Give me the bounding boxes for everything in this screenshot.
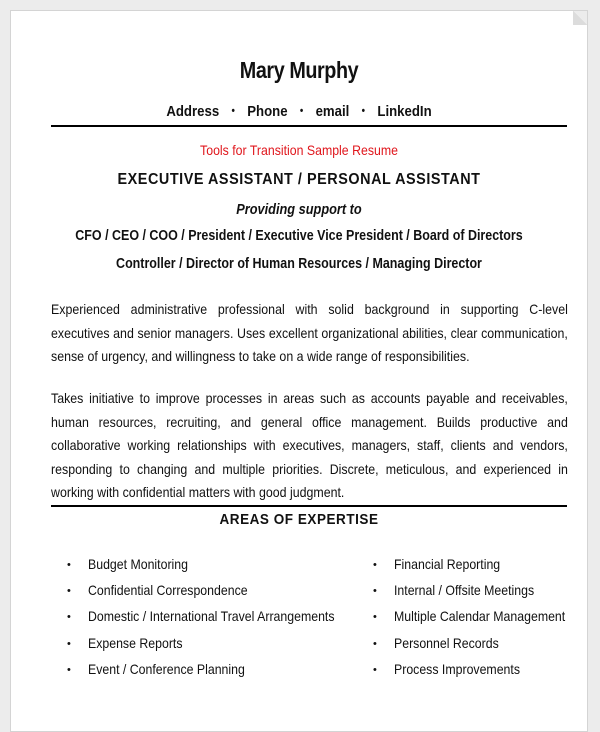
list-item [67, 577, 368, 603]
list-item [373, 577, 588, 603]
contact-email: email [315, 103, 350, 120]
header-divider [51, 125, 567, 127]
list-item [67, 656, 368, 682]
list-item [67, 630, 368, 656]
expertise-item: Process Improvements [394, 660, 520, 677]
list-item [373, 603, 588, 629]
expertise-divider [51, 505, 567, 507]
bullet-icon: • [67, 611, 71, 624]
bullet-icon: • [373, 585, 377, 598]
support-line: Providing support to [236, 202, 362, 218]
roles-line-2: Controller / Director of Human Resources / Managing Director [116, 256, 482, 272]
contact-linkedin: LinkedIn [377, 103, 432, 120]
contact-line [46, 103, 553, 120]
bullet-icon: • [67, 585, 71, 598]
bullet-icon: • [67, 637, 71, 650]
bullet-icon: • [373, 611, 377, 624]
list-item [67, 551, 368, 577]
bullet-icon: • [67, 663, 71, 676]
summary-paragraph-1: Experienced administrative professional with solid background in supporting C-level executives and senior managers. Uses excellent organizational abilities, clear communication, sense of urgency, and willingness to take on a wide range of responsibilities. [51, 301, 568, 364]
bullet-icon: • [373, 663, 377, 676]
roles-line-1: CFO / CEO / COO / President / Executive Vice President / Board of Directors [75, 228, 523, 244]
bullet-icon: • [373, 559, 377, 571]
contact-separator: • [231, 105, 235, 117]
expertise-item: Event / Conference Planning [88, 660, 245, 677]
expertise-item: Personnel Records [394, 634, 499, 651]
list-item [373, 551, 588, 577]
bullet-icon: • [67, 559, 71, 571]
tools-for-transition-line: Tools for Transition Sample Resume [200, 142, 398, 158]
list-item [67, 603, 368, 629]
resume-page [10, 10, 588, 732]
expertise-item: Domestic / International Travel Arrangements [88, 608, 335, 625]
expertise-item: Expense Reports [88, 634, 183, 651]
summary-paragraph-2: Takes initiative to improve processes in areas such as accounts payable and receivables, human resources, recruiting, and general office management. Builds productive and collaborative working relationships with executives, managers, staff, clients and vendors, responding to changing and multiple priorities. Discrete, meticulous, and experienced in working with confidential matters with good judgment. [51, 390, 568, 500]
list-item [373, 630, 588, 656]
page-corner-fold [573, 11, 587, 25]
contact-separator: • [299, 105, 304, 117]
expertise-item: Multiple Calendar Management [394, 608, 566, 625]
contact-separator: • [361, 105, 366, 117]
contact-phone: Phone [247, 103, 288, 120]
expertise-item: Internal / Offsite Meetings [394, 582, 535, 599]
expertise-heading: AREAS OF EXPERTISE [219, 511, 379, 528]
expertise-item: Budget Monitoring [88, 556, 189, 572]
bullet-icon: • [373, 637, 377, 650]
expertise-list-left [67, 551, 368, 682]
contact-address: Address [166, 103, 220, 120]
resume-name: Mary Murphy [239, 57, 359, 83]
expertise-item: Financial Reporting [394, 556, 501, 572]
expertise-list-right [373, 551, 588, 682]
list-item [373, 656, 588, 682]
resume-headline: EXECUTIVE ASSISTANT / PERSONAL ASSISTANT [117, 171, 481, 188]
expertise-item: Confidential Correspondence [88, 582, 248, 599]
